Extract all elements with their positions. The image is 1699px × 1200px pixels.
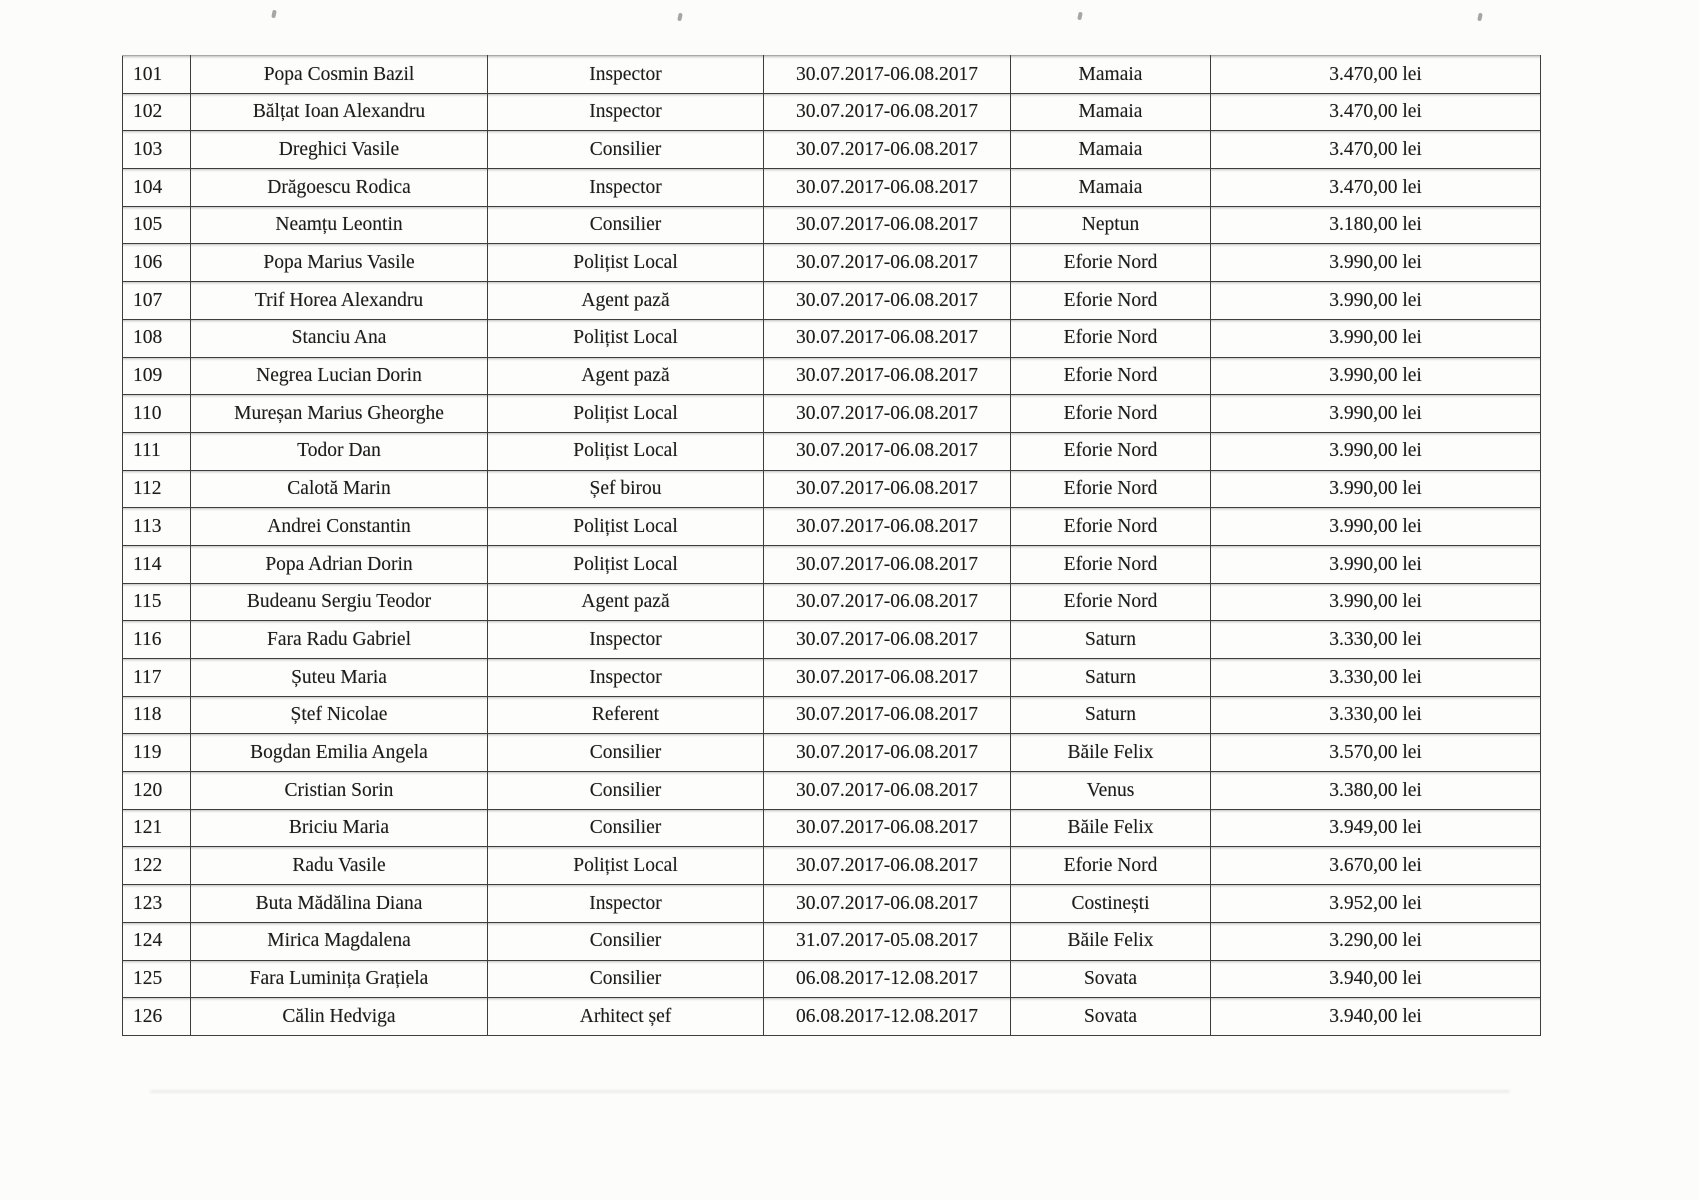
destination-cell: Saturn xyxy=(1011,621,1211,659)
name-cell: Stanciu Ana xyxy=(191,319,488,357)
table-row xyxy=(123,583,1541,621)
position-cell: Inspector xyxy=(488,56,764,94)
position-cell: Inspector xyxy=(488,885,764,923)
amount-cell: 3.990,00 lei xyxy=(1211,432,1541,470)
destination-cell: Eforie Nord xyxy=(1011,319,1211,357)
name-cell: Șuteu Maria xyxy=(191,659,488,697)
name-cell: Andrei Constantin xyxy=(191,508,488,546)
row-number-cell: 112 xyxy=(123,470,191,508)
row-number-cell: 126 xyxy=(123,998,191,1036)
table-row xyxy=(123,93,1541,131)
destination-cell: Băile Felix xyxy=(1011,734,1211,772)
table-row xyxy=(123,319,1541,357)
period-cell: 30.07.2017-06.08.2017 xyxy=(764,696,1011,734)
position-cell: Polițist Local xyxy=(488,319,764,357)
name-cell: Popa Adrian Dorin xyxy=(191,545,488,583)
period-cell: 06.08.2017-12.08.2017 xyxy=(764,998,1011,1036)
name-cell: Popa Cosmin Bazil xyxy=(191,56,488,94)
period-cell: 30.07.2017-06.08.2017 xyxy=(764,583,1011,621)
table-row xyxy=(123,885,1541,923)
table-row xyxy=(123,545,1541,583)
scan-speck xyxy=(1477,13,1483,22)
period-cell: 30.07.2017-06.08.2017 xyxy=(764,56,1011,94)
table-row xyxy=(123,395,1541,433)
name-cell: Buta Mădălina Diana xyxy=(191,885,488,923)
position-cell: Consilier xyxy=(488,922,764,960)
name-cell: Călin Hedviga xyxy=(191,998,488,1036)
table-row xyxy=(123,998,1541,1036)
position-cell: Consilier xyxy=(488,960,764,998)
name-cell: Fara Luminița Grațiela xyxy=(191,960,488,998)
scan-speck xyxy=(677,13,683,22)
destination-cell: Băile Felix xyxy=(1011,809,1211,847)
amount-cell: 3.990,00 lei xyxy=(1211,282,1541,320)
position-cell: Agent pază xyxy=(488,357,764,395)
amount-cell: 3.470,00 lei xyxy=(1211,93,1541,131)
row-number-cell: 115 xyxy=(123,583,191,621)
table-row xyxy=(123,696,1541,734)
period-cell: 30.07.2017-06.08.2017 xyxy=(764,131,1011,169)
amount-cell: 3.330,00 lei xyxy=(1211,696,1541,734)
position-cell: Șef birou xyxy=(488,470,764,508)
period-cell: 30.07.2017-06.08.2017 xyxy=(764,772,1011,810)
period-cell: 30.07.2017-06.08.2017 xyxy=(764,734,1011,772)
amount-cell: 3.470,00 lei xyxy=(1211,169,1541,207)
row-number-cell: 103 xyxy=(123,131,191,169)
period-cell: 31.07.2017-05.08.2017 xyxy=(764,922,1011,960)
destination-cell: Neptun xyxy=(1011,206,1211,244)
position-cell: Polițist Local xyxy=(488,432,764,470)
position-cell: Polițist Local xyxy=(488,395,764,433)
destination-cell: Eforie Nord xyxy=(1011,583,1211,621)
destination-cell: Mamaia xyxy=(1011,169,1211,207)
amount-cell: 3.990,00 lei xyxy=(1211,583,1541,621)
row-number-cell: 125 xyxy=(123,960,191,998)
period-cell: 30.07.2017-06.08.2017 xyxy=(764,319,1011,357)
amount-cell: 3.470,00 lei xyxy=(1211,131,1541,169)
table-row xyxy=(123,470,1541,508)
period-cell: 30.07.2017-06.08.2017 xyxy=(764,93,1011,131)
destination-cell: Eforie Nord xyxy=(1011,282,1211,320)
period-cell: 30.07.2017-06.08.2017 xyxy=(764,206,1011,244)
amount-cell: 3.990,00 lei xyxy=(1211,545,1541,583)
row-number-cell: 116 xyxy=(123,621,191,659)
position-cell: Polițist Local xyxy=(488,244,764,282)
scan-smudge xyxy=(150,1090,1510,1093)
row-number-cell: 104 xyxy=(123,169,191,207)
destination-cell: Eforie Nord xyxy=(1011,470,1211,508)
name-cell: Bogdan Emilia Angela xyxy=(191,734,488,772)
table-body xyxy=(123,56,1541,1036)
position-cell: Consilier xyxy=(488,734,764,772)
table-row xyxy=(123,169,1541,207)
position-cell: Consilier xyxy=(488,809,764,847)
table-row xyxy=(123,357,1541,395)
row-number-cell: 122 xyxy=(123,847,191,885)
amount-cell: 3.949,00 lei xyxy=(1211,809,1541,847)
period-cell: 30.07.2017-06.08.2017 xyxy=(764,885,1011,923)
period-cell: 30.07.2017-06.08.2017 xyxy=(764,809,1011,847)
name-cell: Cristian Sorin xyxy=(191,772,488,810)
position-cell: Agent pază xyxy=(488,282,764,320)
table-row xyxy=(123,659,1541,697)
position-cell: Referent xyxy=(488,696,764,734)
table-row xyxy=(123,244,1541,282)
amount-cell: 3.990,00 lei xyxy=(1211,319,1541,357)
amount-cell: 3.990,00 lei xyxy=(1211,395,1541,433)
destination-cell: Saturn xyxy=(1011,696,1211,734)
amount-cell: 3.330,00 lei xyxy=(1211,659,1541,697)
row-number-cell: 106 xyxy=(123,244,191,282)
position-cell: Consilier xyxy=(488,772,764,810)
name-cell: Drăgoescu Rodica xyxy=(191,169,488,207)
row-number-cell: 110 xyxy=(123,395,191,433)
period-cell: 30.07.2017-06.08.2017 xyxy=(764,847,1011,885)
name-cell: Bălțat Ioan Alexandru xyxy=(191,93,488,131)
period-cell: 06.08.2017-12.08.2017 xyxy=(764,960,1011,998)
period-cell: 30.07.2017-06.08.2017 xyxy=(764,545,1011,583)
period-cell: 30.07.2017-06.08.2017 xyxy=(764,659,1011,697)
position-cell: Polițist Local xyxy=(488,545,764,583)
scan-speck xyxy=(1077,12,1083,21)
destination-cell: Sovata xyxy=(1011,960,1211,998)
name-cell: Budeanu Sergiu Teodor xyxy=(191,583,488,621)
destination-cell: Venus xyxy=(1011,772,1211,810)
period-cell: 30.07.2017-06.08.2017 xyxy=(764,282,1011,320)
amount-cell: 3.670,00 lei xyxy=(1211,847,1541,885)
name-cell: Calotă Marin xyxy=(191,470,488,508)
row-number-cell: 101 xyxy=(123,56,191,94)
amount-cell: 3.990,00 lei xyxy=(1211,508,1541,546)
position-cell: Inspector xyxy=(488,169,764,207)
amount-cell: 3.990,00 lei xyxy=(1211,470,1541,508)
table-row xyxy=(123,960,1541,998)
table-row xyxy=(123,922,1541,960)
table-row xyxy=(123,282,1541,320)
period-cell: 30.07.2017-06.08.2017 xyxy=(764,508,1011,546)
name-cell: Dreghici Vasile xyxy=(191,131,488,169)
amount-cell: 3.570,00 lei xyxy=(1211,734,1541,772)
destination-cell: Mamaia xyxy=(1011,56,1211,94)
row-number-cell: 109 xyxy=(123,357,191,395)
row-number-cell: 108 xyxy=(123,319,191,357)
destination-cell: Eforie Nord xyxy=(1011,545,1211,583)
period-cell: 30.07.2017-06.08.2017 xyxy=(764,621,1011,659)
amount-cell: 3.940,00 lei xyxy=(1211,998,1541,1036)
amount-cell: 3.470,00 lei xyxy=(1211,56,1541,94)
period-cell: 30.07.2017-06.08.2017 xyxy=(764,470,1011,508)
table-row xyxy=(123,131,1541,169)
table-row xyxy=(123,206,1541,244)
position-cell: Consilier xyxy=(488,206,764,244)
row-number-cell: 119 xyxy=(123,734,191,772)
destination-cell: Eforie Nord xyxy=(1011,847,1211,885)
destination-cell: Sovata xyxy=(1011,998,1211,1036)
name-cell: Mureșan Marius Gheorghe xyxy=(191,395,488,433)
destination-cell: Eforie Nord xyxy=(1011,432,1211,470)
row-number-cell: 105 xyxy=(123,206,191,244)
row-number-cell: 113 xyxy=(123,508,191,546)
row-number-cell: 123 xyxy=(123,885,191,923)
row-number-cell: 121 xyxy=(123,809,191,847)
destination-cell: Eforie Nord xyxy=(1011,508,1211,546)
amount-cell: 3.380,00 lei xyxy=(1211,772,1541,810)
name-cell: Fara Radu Gabriel xyxy=(191,621,488,659)
period-cell: 30.07.2017-06.08.2017 xyxy=(764,357,1011,395)
name-cell: Todor Dan xyxy=(191,432,488,470)
name-cell: Popa Marius Vasile xyxy=(191,244,488,282)
name-cell: Trif Horea Alexandru xyxy=(191,282,488,320)
table-row xyxy=(123,734,1541,772)
row-number-cell: 114 xyxy=(123,545,191,583)
row-number-cell: 124 xyxy=(123,922,191,960)
destination-cell: Băile Felix xyxy=(1011,922,1211,960)
position-cell: Agent pază xyxy=(488,583,764,621)
period-cell: 30.07.2017-06.08.2017 xyxy=(764,169,1011,207)
position-cell: Inspector xyxy=(488,93,764,131)
amount-cell: 3.990,00 lei xyxy=(1211,357,1541,395)
destination-cell: Costinești xyxy=(1011,885,1211,923)
table-row xyxy=(123,809,1541,847)
row-number-cell: 120 xyxy=(123,772,191,810)
amount-cell: 3.940,00 lei xyxy=(1211,960,1541,998)
period-cell: 30.07.2017-06.08.2017 xyxy=(764,244,1011,282)
row-number-cell: 111 xyxy=(123,432,191,470)
name-cell: Negrea Lucian Dorin xyxy=(191,357,488,395)
table-row xyxy=(123,508,1541,546)
table-row xyxy=(123,621,1541,659)
name-cell: Mirica Magdalena xyxy=(191,922,488,960)
position-cell: Arhitect șef xyxy=(488,998,764,1036)
destination-cell: Eforie Nord xyxy=(1011,244,1211,282)
row-number-cell: 118 xyxy=(123,696,191,734)
destination-cell: Eforie Nord xyxy=(1011,395,1211,433)
amount-cell: 3.180,00 lei xyxy=(1211,206,1541,244)
period-cell: 30.07.2017-06.08.2017 xyxy=(764,395,1011,433)
position-cell: Inspector xyxy=(488,621,764,659)
position-cell: Inspector xyxy=(488,659,764,697)
period-cell: 30.07.2017-06.08.2017 xyxy=(764,432,1011,470)
amount-cell: 3.290,00 lei xyxy=(1211,922,1541,960)
amount-cell: 3.330,00 lei xyxy=(1211,621,1541,659)
table-row xyxy=(123,847,1541,885)
position-cell: Consilier xyxy=(488,131,764,169)
destination-cell: Eforie Nord xyxy=(1011,357,1211,395)
name-cell: Neamțu Leontin xyxy=(191,206,488,244)
amount-cell: 3.990,00 lei xyxy=(1211,244,1541,282)
position-cell: Polițist Local xyxy=(488,847,764,885)
name-cell: Ștef Nicolae xyxy=(191,696,488,734)
table-row xyxy=(123,772,1541,810)
destination-cell: Saturn xyxy=(1011,659,1211,697)
scan-speck xyxy=(271,10,277,19)
destination-cell: Mamaia xyxy=(1011,93,1211,131)
position-cell: Polițist Local xyxy=(488,508,764,546)
row-number-cell: 102 xyxy=(123,93,191,131)
personnel-deployment-table xyxy=(122,55,1541,1036)
table-row xyxy=(123,432,1541,470)
amount-cell: 3.952,00 lei xyxy=(1211,885,1541,923)
row-number-cell: 117 xyxy=(123,659,191,697)
name-cell: Briciu Maria xyxy=(191,809,488,847)
name-cell: Radu Vasile xyxy=(191,847,488,885)
row-number-cell: 107 xyxy=(123,282,191,320)
table-row xyxy=(123,56,1541,94)
destination-cell: Mamaia xyxy=(1011,131,1211,169)
